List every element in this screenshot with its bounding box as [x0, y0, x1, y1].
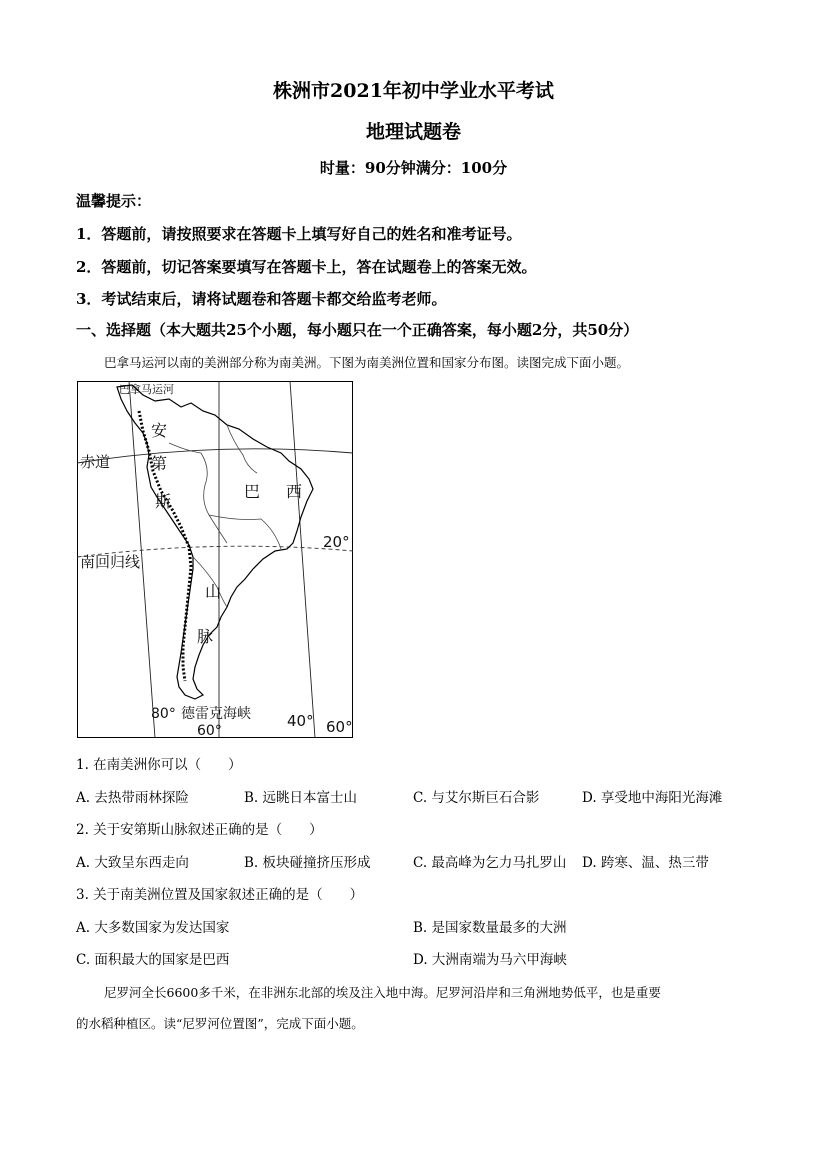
question-3-option-a: A. 大多数国家为发达国家 [76, 920, 230, 936]
tip-item-1: 1．答题前，请按照要求在答题卡上填写好自己的姓名和准考证号。 [76, 225, 522, 243]
andes-label-4: 山 [205, 582, 222, 601]
question-2-option-b: B. 板块碰撞挤压形成 [244, 855, 371, 871]
longitude-40-label: 40° [287, 712, 314, 730]
question-2-option-d: D. 跨寒、温、热三带 [582, 855, 709, 871]
exam-title: 株洲市2021年初中学业水平考试 [273, 80, 554, 102]
drake-passage-label: 德雷克海峡 [181, 706, 251, 722]
time-info: 时量：90分钟满分：100分 [319, 159, 508, 177]
question-3-option-b: B. 是国家数量最多的大洲 [413, 920, 567, 936]
andes-label-1: 安 [151, 421, 168, 440]
brazil-label-2: 西 [286, 482, 303, 501]
panama-canal-label: 巴拿马运河 [119, 383, 174, 396]
longitude-60-right-label: 60° [326, 718, 353, 736]
question-1-option-d: D. 享受地中海阳光海滩 [582, 790, 723, 806]
andes-label-3: 斯 [155, 492, 172, 511]
intro-paragraph-2-line-1: 尼罗河全长6600多千米，在非洲东北部的埃及注入地中海。尼罗河沿岸和三角洲地势低平，也是重要 [104, 985, 661, 1000]
south-america-map [77, 381, 353, 738]
latitude-20-label: 20° [323, 533, 350, 551]
question-2-stem: 2. 关于安第斯山脉叙述正确的是（ ） [76, 822, 323, 838]
question-2-option-c: C. 最高峰为乞力马扎罗山 [413, 855, 567, 871]
question-1-stem: 1. 在南美洲你可以（ ） [76, 757, 242, 773]
question-1-option-c: C. 与艾尔斯巨石合影 [413, 790, 540, 806]
question-3-option-c: C. 面积最大的国家是巴西 [76, 952, 230, 968]
question-1-option-a: A. 去热带雨林探险 [76, 790, 189, 806]
andes-label-5: 脉 [197, 627, 214, 646]
tip-item-3: 3．考试结束后，请将试题卷和答题卡都交给监考老师。 [76, 290, 447, 308]
tropic-label: 南回归线 [80, 553, 141, 571]
paper-subtitle: 地理试题卷 [365, 121, 461, 143]
andes-label-2: 第 [151, 454, 168, 473]
equator-label: 赤道 [80, 453, 111, 471]
tips-heading: 温馨提示： [76, 192, 152, 210]
latitude-60-bottom-label: 60° [197, 723, 222, 738]
brazil-label-1: 巴 [244, 482, 261, 501]
question-3-option-d: D. 大洲南端为马六甲海峡 [413, 952, 567, 968]
intro-paragraph-1: 巴拿马运河以南的美洲部分称为南美洲。下图为南美洲位置和国家分布图。读图完成下面小题。 [104, 355, 630, 370]
section-heading: 一、选择题（本大题共25个小题，每小题只在一个正确答案，每小题2分，共50分） [76, 321, 639, 339]
tip-item-2: 2．答题前，切记答案要填写在答题卡上，答在试题卷上的答案无效。 [76, 258, 537, 276]
question-1-option-b: B. 远眺日本富士山 [244, 790, 358, 806]
longitude-80-label: 80° [151, 706, 176, 722]
question-3-stem: 3. 关于南美洲位置及国家叙述正确的是（ ） [76, 887, 364, 903]
intro-paragraph-2-line-2: 的水稻种植区。读“尼罗河位置图”，完成下面小题。 [76, 1016, 364, 1031]
question-2-option-a: A. 大致呈东西走向 [76, 855, 189, 871]
